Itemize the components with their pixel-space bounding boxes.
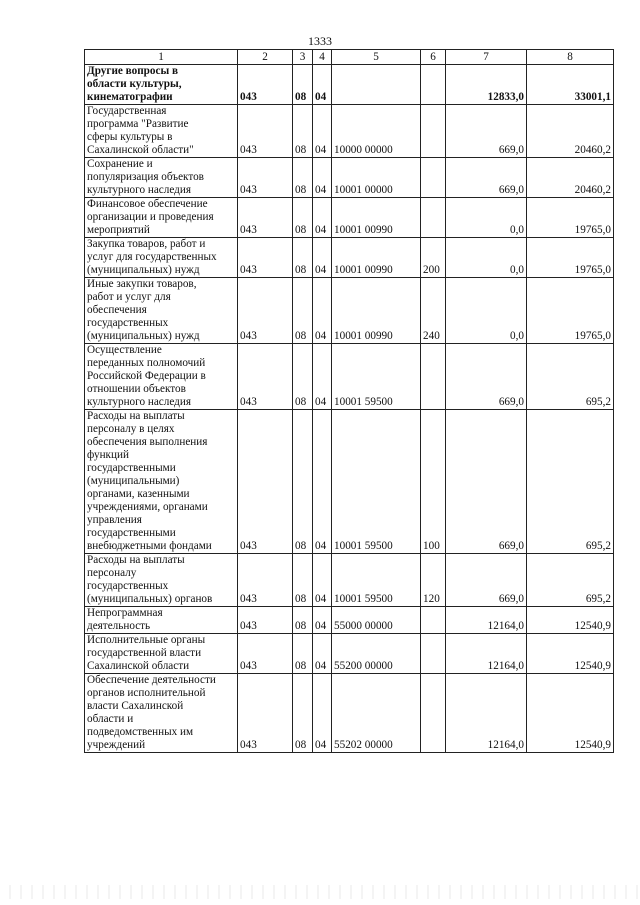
target-item-cell: 55202 00000 bbox=[332, 674, 421, 753]
ministry-code-cell: 043 bbox=[238, 674, 293, 753]
expense-type-cell bbox=[421, 634, 446, 674]
row-name-cell: Сохранение и популяризация объектов культурного наследия bbox=[85, 158, 238, 198]
amount-col7-cell: 669,0 bbox=[446, 105, 527, 158]
table-row bbox=[85, 198, 614, 238]
target-item-cell: 10001 00990 bbox=[332, 278, 421, 344]
scan-artifact bbox=[0, 885, 640, 899]
expense-type-cell: 200 bbox=[421, 238, 446, 278]
amount-col8-cell: 12540,9 bbox=[527, 607, 614, 634]
row-name-cell: Расходы на выплаты персоналу государственных (муниципальных) органов bbox=[85, 554, 238, 607]
target-item-cell: 10001 59500 bbox=[332, 410, 421, 554]
expense-type-cell bbox=[421, 198, 446, 238]
ministry-code-cell: 043 bbox=[238, 198, 293, 238]
expense-type-cell: 240 bbox=[421, 278, 446, 344]
row-name-cell: Государственная программа "Развитие сферы культуры в Сахалинской области" bbox=[85, 105, 238, 158]
amount-col8-cell: 695,2 bbox=[527, 554, 614, 607]
amount-col8-cell: 19765,0 bbox=[527, 238, 614, 278]
amount-col8-cell: 12540,9 bbox=[527, 634, 614, 674]
amount-col7-cell: 12164,0 bbox=[446, 674, 527, 753]
ministry-code-cell: 043 bbox=[238, 607, 293, 634]
row-name-cell: Непрограммная деятельность bbox=[85, 607, 238, 634]
subsection-code-cell: 04 bbox=[313, 198, 332, 238]
amount-col7-cell: 669,0 bbox=[446, 410, 527, 554]
subsection-code-cell: 04 bbox=[313, 554, 332, 607]
section-code-cell: 08 bbox=[293, 158, 313, 198]
amount-col8-cell: 33001,1 bbox=[527, 65, 614, 105]
table-row bbox=[85, 238, 614, 278]
table-row bbox=[85, 278, 614, 344]
ministry-code-cell: 043 bbox=[238, 554, 293, 607]
section-code-cell: 08 bbox=[293, 105, 313, 158]
section-code-cell: 08 bbox=[293, 554, 313, 607]
table-row bbox=[85, 65, 614, 105]
amount-col8-cell: 19765,0 bbox=[527, 278, 614, 344]
subsection-code-cell: 04 bbox=[313, 158, 332, 198]
expense-type-cell bbox=[421, 105, 446, 158]
amount-col7-cell: 669,0 bbox=[446, 158, 527, 198]
row-name-cell: Расходы на выплаты персоналу в целях обеспечения выполнения функций государственными (муниципальными) органами, казенными учреждениями, органами управления государственными внебюджетными фондами bbox=[85, 410, 238, 554]
ministry-code-cell: 043 bbox=[238, 634, 293, 674]
target-item-cell: 10001 00990 bbox=[332, 198, 421, 238]
ministry-code-cell: 043 bbox=[238, 105, 293, 158]
expense-type-cell bbox=[421, 344, 446, 410]
row-name-cell: Финансовое обеспечение организации и проведения мероприятий bbox=[85, 198, 238, 238]
target-item-cell: 10001 59500 bbox=[332, 554, 421, 607]
section-code-cell: 08 bbox=[293, 634, 313, 674]
target-item-cell: 10000 00000 bbox=[332, 105, 421, 158]
expense-type-cell bbox=[421, 158, 446, 198]
section-code-cell: 08 bbox=[293, 607, 313, 634]
section-code-cell: 08 bbox=[293, 198, 313, 238]
table-row bbox=[85, 674, 614, 753]
ministry-code-cell: 043 bbox=[238, 65, 293, 105]
table-row bbox=[85, 344, 614, 410]
amount-col8-cell: 20460,2 bbox=[527, 158, 614, 198]
ministry-code-cell: 043 bbox=[238, 238, 293, 278]
subsection-code-cell: 04 bbox=[313, 238, 332, 278]
target-item-cell: 10001 00990 bbox=[332, 238, 421, 278]
column-number: 4 bbox=[313, 50, 332, 65]
subsection-code-cell: 04 bbox=[313, 105, 332, 158]
subsection-code-cell: 04 bbox=[313, 278, 332, 344]
target-item-cell bbox=[332, 65, 421, 105]
section-code-cell: 08 bbox=[293, 344, 313, 410]
subsection-code-cell: 04 bbox=[313, 344, 332, 410]
amount-col8-cell: 19765,0 bbox=[527, 198, 614, 238]
ministry-code-cell: 043 bbox=[238, 278, 293, 344]
row-name-cell: Исполнительные органы государственной власти Сахалинской области bbox=[85, 634, 238, 674]
subsection-code-cell: 04 bbox=[313, 410, 332, 554]
expense-type-cell: 120 bbox=[421, 554, 446, 607]
column-number: 5 bbox=[332, 50, 421, 65]
section-code-cell: 08 bbox=[293, 410, 313, 554]
amount-col8-cell: 20460,2 bbox=[527, 105, 614, 158]
amount-col7-cell: 12833,0 bbox=[446, 65, 527, 105]
expense-type-cell bbox=[421, 65, 446, 105]
ministry-code-cell: 043 bbox=[238, 158, 293, 198]
table-row bbox=[85, 634, 614, 674]
column-number: 7 bbox=[446, 50, 527, 65]
subsection-code-cell: 04 bbox=[313, 65, 332, 105]
table-row bbox=[85, 607, 614, 634]
column-number: 1 bbox=[85, 50, 238, 65]
target-item-cell: 55200 00000 bbox=[332, 634, 421, 674]
column-number: 6 bbox=[421, 50, 446, 65]
subsection-code-cell: 04 bbox=[313, 634, 332, 674]
table-row bbox=[85, 410, 614, 554]
ministry-code-cell: 043 bbox=[238, 410, 293, 554]
amount-col8-cell: 12540,9 bbox=[527, 674, 614, 753]
table-row bbox=[85, 105, 614, 158]
subsection-code-cell: 04 bbox=[313, 607, 332, 634]
amount-col7-cell: 12164,0 bbox=[446, 607, 527, 634]
target-item-cell: 55000 00000 bbox=[332, 607, 421, 634]
amount-col7-cell: 669,0 bbox=[446, 344, 527, 410]
table-row bbox=[85, 554, 614, 607]
column-number: 2 bbox=[238, 50, 293, 65]
section-code-cell: 08 bbox=[293, 65, 313, 105]
section-code-cell: 08 bbox=[293, 238, 313, 278]
column-number: 8 bbox=[527, 50, 614, 65]
section-code-cell: 08 bbox=[293, 674, 313, 753]
expense-type-cell bbox=[421, 607, 446, 634]
row-name-cell: Обеспечение деятельности органов исполнительной власти Сахалинской области и подведомственных им учреждений bbox=[85, 674, 238, 753]
ministry-code-cell: 043 bbox=[238, 344, 293, 410]
expense-type-cell bbox=[421, 674, 446, 753]
table-row bbox=[85, 158, 614, 198]
row-name-cell: Закупка товаров, работ и услуг для государственных (муниципальных) нужд bbox=[85, 238, 238, 278]
target-item-cell: 10001 00000 bbox=[332, 158, 421, 198]
subsection-code-cell: 04 bbox=[313, 674, 332, 753]
amount-col8-cell: 695,2 bbox=[527, 410, 614, 554]
amount-col7-cell: 669,0 bbox=[446, 554, 527, 607]
target-item-cell: 10001 59500 bbox=[332, 344, 421, 410]
expense-type-cell: 100 bbox=[421, 410, 446, 554]
column-number: 3 bbox=[293, 50, 313, 65]
row-name-cell: Другие вопросы в области культуры, кинематографии bbox=[85, 65, 238, 105]
amount-col7-cell: 0,0 bbox=[446, 198, 527, 238]
row-name-cell: Осуществление переданных полномочий Российской Федерации в отношении объектов культурного наследия bbox=[85, 344, 238, 410]
amount-col7-cell: 0,0 bbox=[446, 238, 527, 278]
section-code-cell: 08 bbox=[293, 278, 313, 344]
budget-table bbox=[84, 49, 614, 753]
table-body bbox=[85, 50, 614, 753]
page-number: 1333 bbox=[308, 34, 332, 48]
row-name-cell: Иные закупки товаров, работ и услуг для обеспечения государственных (муниципальных) нужд bbox=[85, 278, 238, 344]
amount-col7-cell: 12164,0 bbox=[446, 634, 527, 674]
column-number-row bbox=[85, 50, 614, 65]
amount-col8-cell: 695,2 bbox=[527, 344, 614, 410]
amount-col7-cell: 0,0 bbox=[446, 278, 527, 344]
